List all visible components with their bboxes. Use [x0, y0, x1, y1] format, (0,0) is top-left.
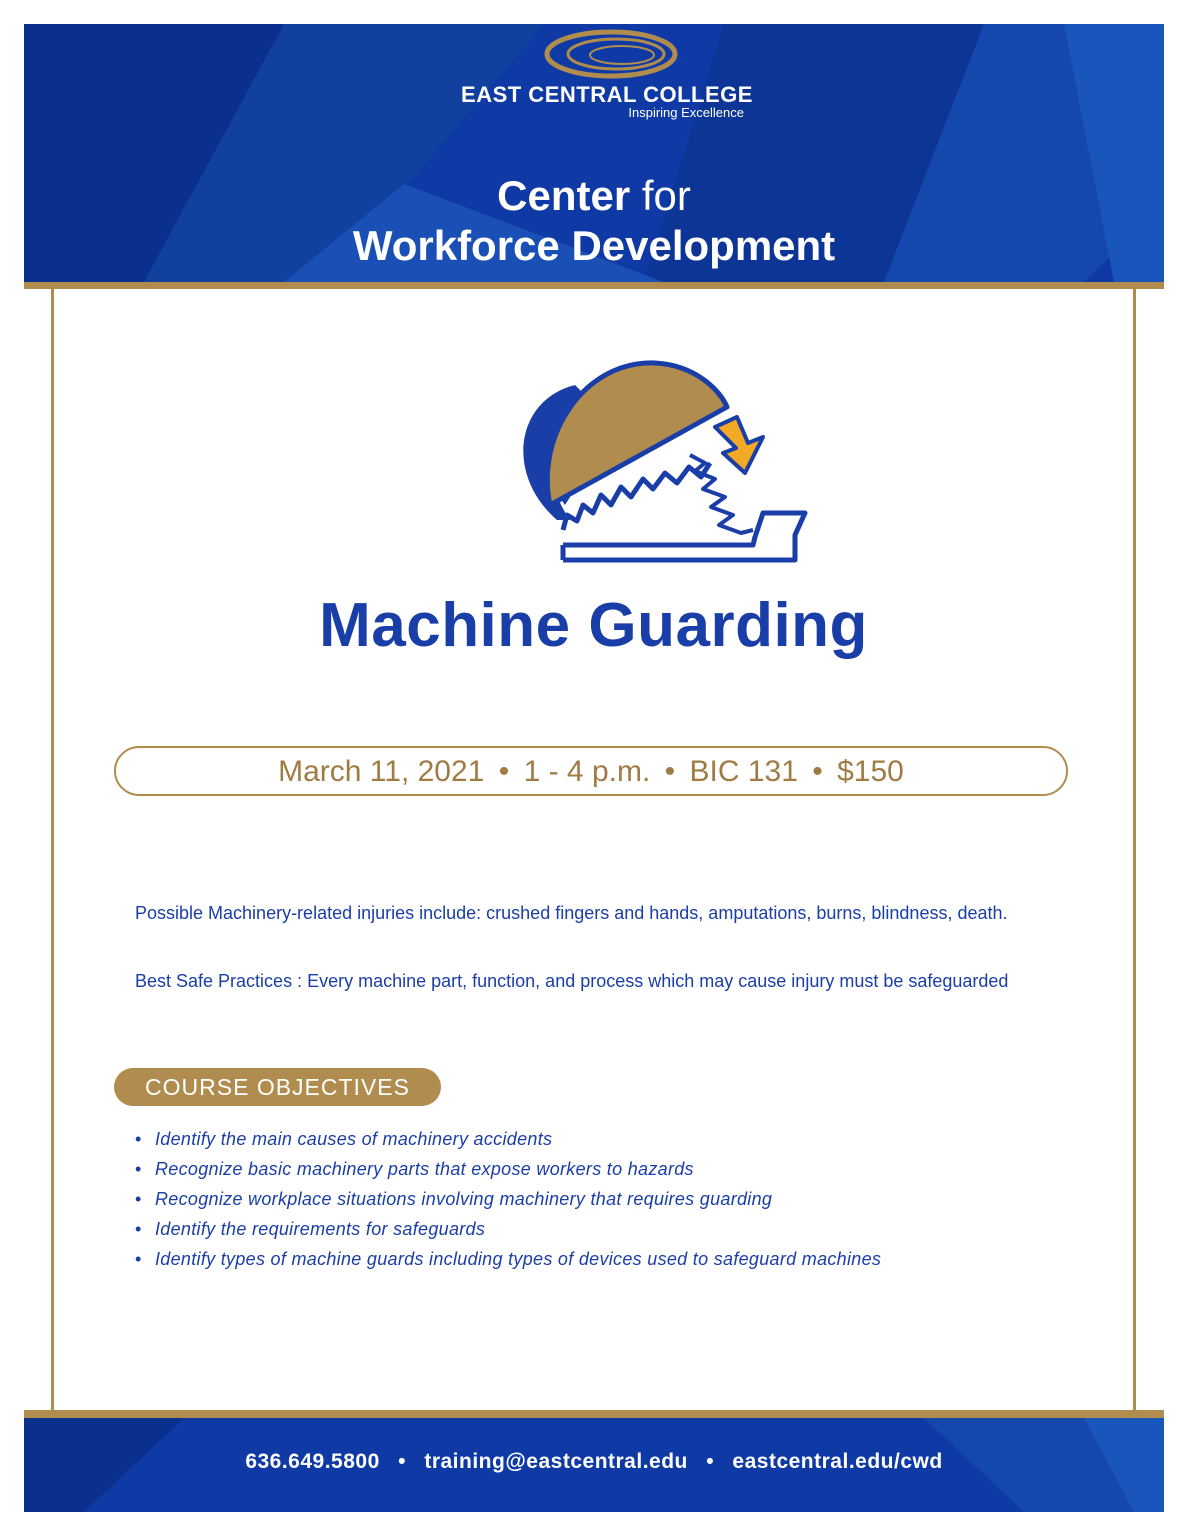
course-time: 1 - 4 p.m. — [523, 755, 651, 788]
title-for: for — [641, 172, 691, 219]
title-center: Center — [497, 172, 631, 219]
objective-text: Identify the main causes of machinery accidents — [155, 1129, 553, 1149]
page-title-line1 — [24, 172, 1164, 220]
bullet: • — [135, 1189, 142, 1209]
list-item — [135, 1244, 881, 1274]
separator-dot: • — [664, 755, 676, 788]
footer-banner — [24, 1418, 1164, 1512]
gold-divider-top — [24, 282, 1164, 289]
objectives-heading: COURSE OBJECTIVES — [114, 1068, 441, 1106]
college-tagline: Inspiring Excellence — [628, 105, 744, 120]
bullet: • — [135, 1129, 142, 1149]
bullet: • — [135, 1219, 142, 1239]
course-info-pill — [114, 746, 1068, 796]
bullet: • — [135, 1159, 142, 1179]
course-date: March 11, 2021 — [278, 755, 485, 788]
page-title-line2: Workforce Development — [352, 222, 836, 269]
gold-divider-bottom — [24, 1410, 1164, 1418]
course-room: BIC 131 — [689, 755, 798, 788]
footer-phone[interactable]: 636.649.5800 — [245, 1450, 380, 1473]
saw-blade-guard-icon — [505, 355, 825, 570]
objective-text: Identify the requirements for safeguards — [155, 1219, 486, 1239]
list-item — [135, 1184, 881, 1214]
list-item — [135, 1154, 881, 1184]
header-banner — [24, 24, 1164, 282]
footer-contact — [24, 1450, 1164, 1474]
objectives-list — [135, 1124, 881, 1274]
objective-text: Recognize workplace situations involving machinery that requires guarding — [155, 1189, 773, 1209]
footer-email-link[interactable]: training@eastcentral.edu — [424, 1450, 688, 1473]
separator-dot: • — [812, 755, 823, 788]
frame-border-left — [51, 289, 54, 1410]
list-item — [135, 1214, 881, 1244]
objective-text: Recognize basic machinery parts that expose workers to hazards — [155, 1159, 694, 1179]
footer-website-link[interactable]: eastcentral.edu/cwd — [732, 1450, 943, 1473]
separator-dot: • — [706, 1450, 715, 1473]
objective-text: Identify types of machine guards including types of devices used to safeguard machines — [155, 1249, 882, 1269]
bullet: • — [135, 1249, 142, 1269]
college-name: EAST CENTRAL COLLEGE — [461, 82, 753, 107]
separator-dot: • — [398, 1450, 406, 1473]
description-injuries: Possible Machinery-related injuries include: crushed fingers and hands, amputations, burns, blindness, death. — [135, 903, 1008, 923]
separator-dot: • — [498, 755, 510, 788]
course-price: $150 — [837, 755, 904, 788]
course-title: Machine Guarding — [319, 591, 868, 660]
description-best-practices: Best Safe Practices : Every machine part, function, and process which may cause injury must be safeguarded — [135, 971, 1009, 991]
list-item — [135, 1124, 881, 1154]
frame-border-right — [1133, 289, 1136, 1410]
college-swoosh-logo — [536, 24, 686, 80]
